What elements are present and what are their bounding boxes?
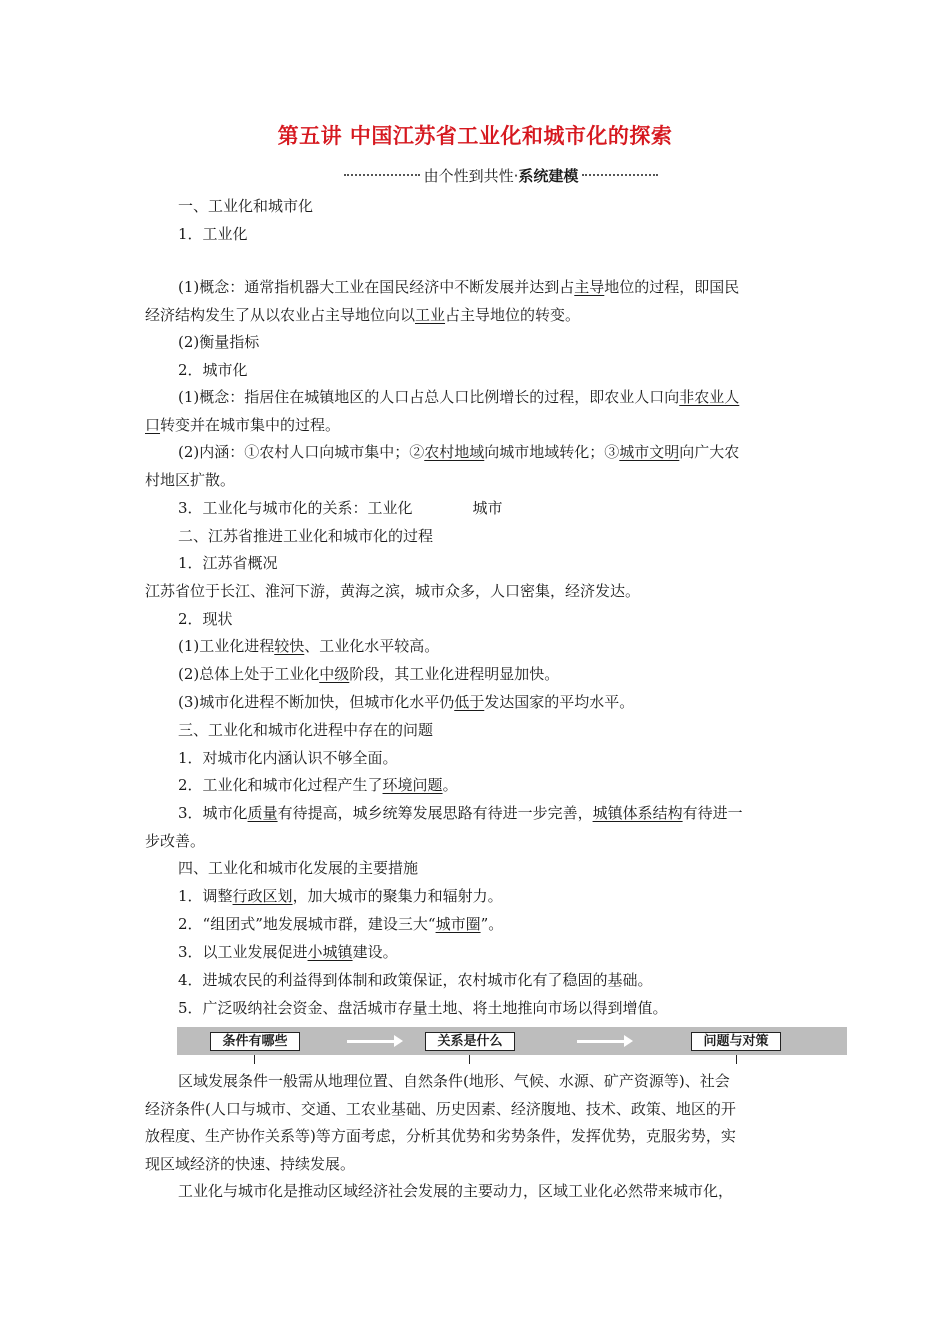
measure-2 [178,914,808,934]
bar-box-relations: 关系是什么 [425,1032,515,1051]
para1-line3: 放程度、生产协作关系等)等方面考虑，分析其优势和劣势条件，发挥优势，克服劣势，实 [145,1127,736,1145]
measure-line: (2)衡量指标 [178,333,260,351]
item-1-1: 1．工业化 [178,225,248,243]
blank-answer: 城市文明 [619,443,680,461]
heading-4: 四、工业化和城市化发展的主要措施 [178,859,419,877]
text: 地位的过程，即国民 [604,278,740,296]
method-bar [177,1027,847,1055]
relation-line [178,498,808,518]
section-banner [340,164,662,186]
heading-2: 二、江苏省推进工业化和城市化的过程 [178,527,434,545]
text: 3．工业化与城市化的关系：工业化 [178,499,413,517]
problem-1: 1．对城市化内涵认识不够全面。 [178,749,398,767]
item-2-1: 1．江苏省概况 [178,554,278,572]
blank-answer: 城市圈 [435,915,481,933]
blank-answer: 行政区划 [232,887,293,905]
blank-answer: 工业 [415,306,446,324]
measure-4: 4．进城农民的利益得到体制和政策保证，农村城市化有了稳固的基础。 [178,971,653,989]
para2-line1: 工业化与城市化是推动区域经济社会发展的主要动力，区域工业化必然带来城市化， [178,1182,734,1200]
text: 向广大农 [679,443,740,461]
blank-answer: 主导 [574,278,605,296]
concept-line-2 [145,305,809,325]
text: 3．城市化 [178,804,248,822]
arrow-right-icon [577,1040,625,1043]
banner-left-text: 由个性到共性· [423,166,519,185]
heading-3: 三、工业化和城市化进程中存在的问题 [178,721,434,739]
text: 向城市地域转化；③ [484,443,620,461]
measure-5: 5．广泛吸纳社会资金、盘活城市存量土地、将土地推向市场以得到增值。 [178,999,668,1017]
status-1 [178,636,808,656]
blank-answer: 口 [145,416,161,434]
urban-concept-2 [145,415,809,435]
bar-box-problems: 问题与对策 [691,1032,781,1051]
status-3 [178,692,808,712]
text: 2．工业化和城市化过程产生了 [178,776,383,794]
dotted-rule-left [344,174,420,176]
banner-right-text: 系统建模 [518,166,579,185]
page-title: 第五讲 中国江苏省工业化和城市化的探索 [277,124,673,148]
text: (1)概念：指居住在城镇地区的人口占总人口比例增长的过程，即农业人口向 [178,388,680,406]
heading-1: 一、工业化和城市化 [178,197,314,215]
bar-box-conditions: 条件有哪些 [210,1032,300,1051]
measure-1 [178,886,808,906]
text: 。 [442,776,458,794]
text: 3．以工业发展促进 [178,943,308,961]
text: 占主导地位的转变。 [445,306,581,324]
text: 经济结构发生了从以农业占主导地位向以 [145,306,416,324]
text: (2)内涵：①农村人口向城市集中；② [178,443,425,461]
status-2 [178,664,808,684]
text: (1)工业化进程 [178,637,275,655]
text: 城市 [472,499,503,517]
text: 、工业化水平较高。 [304,637,440,655]
bar-tick [736,1055,737,1064]
text: 1．调整 [178,887,233,905]
para1-line2: 经济条件(人口与城市、交通、工农业基础、历史因素、经济腹地、技术、政策、地区的开 [145,1100,736,1118]
arrow-right-icon [347,1040,395,1043]
problem-2 [178,775,808,795]
bar-tick [469,1055,470,1064]
text: (3)城市化进程不断加快，但城市化水平仍 [178,693,455,711]
problem-3 [178,803,808,823]
concept-line-1 [178,277,808,297]
blank-answer: 中级 [319,665,350,683]
text: 有待进一 [682,804,743,822]
dotted-rule-right [582,174,658,176]
connotation-1 [178,442,808,462]
blank-answer: 环境问题 [382,776,443,794]
text: 转变并在城市集中的过程。 [160,416,341,434]
text: (2)总体上处于工业化 [178,665,320,683]
blank-answer: 质量 [247,804,278,822]
text: ”。 [480,915,504,933]
para1-line1: 区域发展条件一般需从地理位置、自然条件(地形、气候、水源、矿产资源等)、社会 [178,1072,730,1090]
text: ，加大城市的聚集力和辐射力。 [292,887,503,905]
blank-answer: 小城镇 [307,943,353,961]
blank-answer: 低于 [454,693,485,711]
item-2-2: 2．现状 [178,610,233,628]
connotation-2: 村地区扩散。 [145,471,236,489]
text: 建设。 [352,943,398,961]
overview-text: 江苏省位于长江、淮河下游，黄海之滨，城市众多，人口密集，经济发达。 [145,582,641,600]
para1-line4: 现区域经济的快速、持续发展。 [145,1155,356,1173]
blank-answer: 城镇体系结构 [592,804,683,822]
blank-answer: 农村地域 [424,443,485,461]
text: 2．“组团式”地发展城市群，建设三大“ [178,915,436,933]
blank-answer: 较快 [274,637,305,655]
item-1-2: 2．城市化 [178,361,248,379]
blank-answer: 非农业人 [679,388,740,406]
text: 发达国家的平均水平。 [484,693,635,711]
measure-3 [178,942,808,962]
text: (1)概念：通常指机器大工业在国民经济中不断发展并达到占 [178,278,575,296]
bar-tick [254,1055,255,1064]
text: 阶段，其工业化进程明显加快。 [349,665,560,683]
problem-3-cont: 步改善。 [145,832,206,850]
text: 有待提高，城乡统筹发展思路有待进一步完善， [277,804,593,822]
urban-concept-1 [178,387,808,407]
